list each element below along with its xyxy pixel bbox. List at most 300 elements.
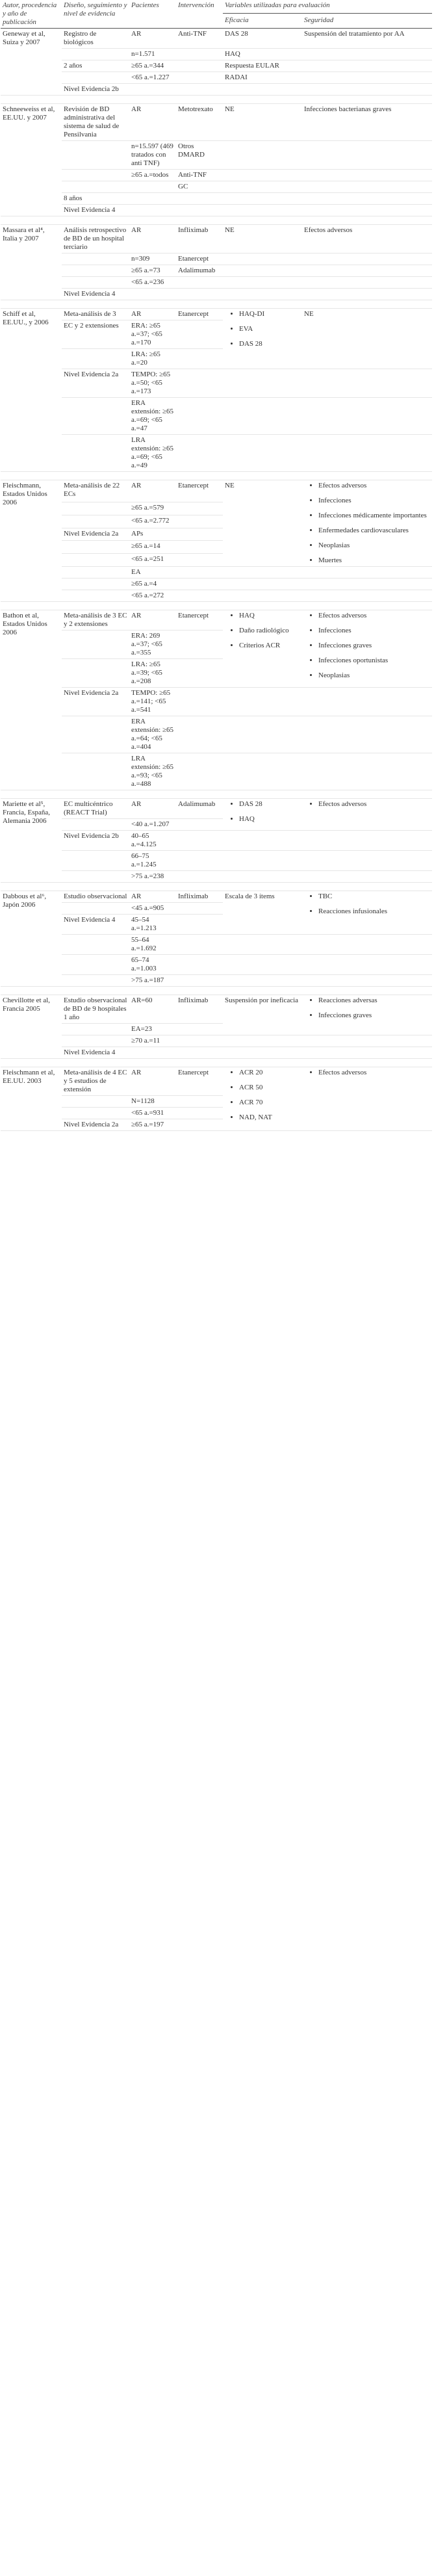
efficacy-cell xyxy=(223,1047,302,1059)
intervention-cell: Metotrexato xyxy=(176,104,223,141)
design-cell: 8 años xyxy=(62,193,129,205)
efficacy-cell xyxy=(223,289,302,300)
list-item: • Efectos adversos xyxy=(318,612,430,620)
safety-cell xyxy=(302,1035,432,1047)
efficacy-cell xyxy=(223,205,302,216)
safety-cell xyxy=(302,871,432,883)
table-body xyxy=(1,29,432,1131)
intervention-cell xyxy=(176,659,223,688)
patients-cell: ERA extensión: ≥65 a.=69; <65 a.=47 xyxy=(129,398,176,435)
patients-cell: ERA: ≥65 a.=37; <65 a.=170 xyxy=(129,320,176,349)
efficacy-cell xyxy=(223,935,302,955)
patients-cell: AR xyxy=(129,104,176,141)
intervention-cell xyxy=(176,688,223,716)
intervention-cell: Otros DMARD xyxy=(176,141,223,170)
header-safety: Seguridad xyxy=(302,13,432,28)
intervention-cell: Anti-TNF xyxy=(176,29,223,49)
efficacy-cell xyxy=(223,1035,302,1047)
list-item: • DAS 28 xyxy=(239,340,300,348)
patients-cell: ≥65 a.=344 xyxy=(129,60,176,72)
patients-cell xyxy=(129,205,176,216)
intervention-cell xyxy=(176,49,223,60)
efficacy-cell xyxy=(223,590,302,602)
patients-cell: <65 a.=931 xyxy=(129,1108,176,1119)
patients-cell: AR xyxy=(129,610,176,631)
table-row xyxy=(1,193,432,205)
intervention-cell xyxy=(176,871,223,883)
intervention-cell: Anti-TNF xyxy=(176,170,223,181)
intervention-cell xyxy=(176,1035,223,1047)
list-item: • DAS 28 xyxy=(239,800,300,809)
intervention-cell: Etanercept xyxy=(176,254,223,265)
design-cell xyxy=(62,277,129,289)
patients-cell: TEMPO: ≥65 a.=50; <65 a.=173 xyxy=(129,369,176,398)
design-cell xyxy=(62,716,129,753)
spacer-cell xyxy=(1,1059,432,1067)
table-row xyxy=(1,753,432,790)
list-item: • Infecciones xyxy=(318,627,430,635)
intervention-cell xyxy=(176,277,223,289)
efficacy-cell xyxy=(223,975,302,987)
author-cell: Schiff et al, EE.UU., y 2006 xyxy=(1,309,62,472)
list-item: • ACR 20 xyxy=(239,1069,300,1077)
list-item: • Enfermedades cardiovasculares xyxy=(318,527,430,535)
safety-cell xyxy=(302,141,432,170)
design-cell: Análisis retrospectivo de BD de un hospital terciario xyxy=(62,225,129,254)
safety-cell: Efectos adversos xyxy=(302,225,432,254)
safety-cell-list xyxy=(304,996,430,1020)
list-item: • Reacciones adversas xyxy=(318,996,430,1005)
safety-cell xyxy=(302,398,432,435)
intervention-cell: Infliximab xyxy=(176,995,223,1024)
table-row xyxy=(1,871,432,883)
safety-cell xyxy=(302,567,432,579)
efficacy-cell xyxy=(223,84,302,96)
patients-cell: AR xyxy=(129,309,176,320)
intervention-cell xyxy=(176,369,223,398)
intervention-cell xyxy=(176,72,223,84)
design-cell: Nivel Evidencia 2a xyxy=(62,369,129,398)
design-cell xyxy=(62,753,129,790)
list-item: • Infecciones graves xyxy=(318,1011,430,1020)
efficacy-cell: NE xyxy=(223,480,302,567)
intervention-cell xyxy=(176,903,223,915)
patients-cell: 65–74 a.=1.003 xyxy=(129,955,176,975)
spacer-row xyxy=(1,883,432,891)
patients-cell: >75 a.=238 xyxy=(129,871,176,883)
spacer-cell xyxy=(1,602,432,610)
spacer-cell xyxy=(1,300,432,309)
patients-cell xyxy=(129,181,176,193)
efficacy-cell xyxy=(223,567,302,579)
efficacy-cell xyxy=(223,181,302,193)
efficacy-cell-list xyxy=(225,800,300,824)
intervention-cell: Infliximab xyxy=(176,225,223,254)
patients-cell: n=15.597 (469 tratados con anti TNF) xyxy=(129,141,176,170)
efficacy-cell xyxy=(223,799,302,831)
intervention-cell xyxy=(176,84,223,96)
table-row xyxy=(1,265,432,277)
safety-cell xyxy=(302,851,432,871)
efficacy-cell xyxy=(223,254,302,265)
efficacy-cell xyxy=(223,309,302,369)
patients-cell: 55–64 a.=1.692 xyxy=(129,935,176,955)
safety-cell-list xyxy=(304,1069,430,1077)
design-cell xyxy=(62,554,129,567)
intervention-cell xyxy=(176,1024,223,1035)
intervention-cell: Etanercept xyxy=(176,610,223,631)
spacer-row xyxy=(1,96,432,104)
patients-cell: <45 a.=905 xyxy=(129,903,176,915)
efficacy-cell xyxy=(223,277,302,289)
patients-cell: ≥65 a.=14 xyxy=(129,541,176,554)
intervention-cell: Etanercept xyxy=(176,1067,223,1096)
header-author: Autor, procedencia y año de publicación xyxy=(1,0,62,29)
list-item: • Infecciones xyxy=(318,497,430,505)
efficacy-cell xyxy=(223,265,302,277)
table-row xyxy=(1,688,432,716)
design-cell xyxy=(62,398,129,435)
list-item: • Muertes xyxy=(318,556,430,565)
design-cell xyxy=(62,659,129,688)
intervention-cell xyxy=(176,435,223,472)
efficacy-cell xyxy=(223,610,302,688)
efficacy-cell xyxy=(223,579,302,590)
safety-cell xyxy=(302,254,432,265)
spacer-row xyxy=(1,987,432,995)
design-cell: Nivel Evidencia 4 xyxy=(62,205,129,216)
design-cell: Nivel Evidencia 4 xyxy=(62,289,129,300)
design-cell xyxy=(62,72,129,84)
patients-cell: AR xyxy=(129,1067,176,1096)
patients-cell: LRA extensión: ≥65 a.=93; <65 a.=488 xyxy=(129,753,176,790)
patients-cell xyxy=(129,289,176,300)
design-cell xyxy=(62,502,129,515)
design-cell: Nivel Evidencia 2b xyxy=(62,84,129,96)
design-cell: Nivel Evidencia 2b xyxy=(62,831,129,851)
table-row xyxy=(1,170,432,181)
efficacy-cell: Suspensión por ineficacia xyxy=(223,995,302,1035)
design-cell xyxy=(62,819,129,831)
intervention-cell xyxy=(176,1119,223,1131)
design-cell xyxy=(62,181,129,193)
safety-cell xyxy=(302,799,432,831)
intervention-cell xyxy=(176,915,223,935)
design-cell xyxy=(62,49,129,60)
table-row xyxy=(1,225,432,254)
design-cell xyxy=(62,955,129,975)
efficacy-cell xyxy=(223,435,302,472)
intervention-cell xyxy=(176,1096,223,1108)
header-patients: Pacientes xyxy=(129,0,176,29)
list-item: • Reacciones infusionales xyxy=(318,907,430,916)
design-cell: Meta-análisis de 3 EC y 2 extensiones xyxy=(62,610,129,631)
patients-cell: AR xyxy=(129,225,176,254)
list-item: • TBC xyxy=(318,892,430,901)
patients-cell: EA xyxy=(129,567,176,579)
patients-cell: ≥65 a.=73 xyxy=(129,265,176,277)
intervention-cell xyxy=(176,819,223,831)
spacer-row xyxy=(1,1059,432,1067)
patients-cell: LRA: ≥65 a.=39; <65 a.=208 xyxy=(129,659,176,688)
patients-cell xyxy=(129,193,176,205)
intervention-cell xyxy=(176,567,223,579)
author-cell: Bathon et al, Estados Unidos 2006 xyxy=(1,610,62,790)
design-cell xyxy=(62,975,129,987)
efficacy-cell xyxy=(223,1067,302,1131)
intervention-cell xyxy=(176,320,223,349)
intervention-cell xyxy=(176,205,223,216)
patients-cell xyxy=(129,84,176,96)
intervention-cell xyxy=(176,1108,223,1119)
patients-cell: AR xyxy=(129,480,176,502)
list-item: • HAQ xyxy=(239,815,300,824)
header-design: Diseño, seguimiento y nivel de evidencia xyxy=(62,0,129,29)
table-row xyxy=(1,205,432,216)
safety-cell xyxy=(302,205,432,216)
table-row xyxy=(1,289,432,300)
intervention-cell xyxy=(176,831,223,851)
list-item: • Daño radiológico xyxy=(239,627,300,635)
table-row xyxy=(1,1067,432,1096)
safety-cell-list xyxy=(304,800,430,809)
design-cell: Meta-análisis de 4 EC y 5 estudios de extensión xyxy=(62,1067,129,1096)
design-cell: Meta-análisis de 3 xyxy=(62,309,129,320)
spacer-row xyxy=(1,472,432,480)
table-row xyxy=(1,1047,432,1059)
patients-cell: AR xyxy=(129,891,176,903)
design-cell xyxy=(62,631,129,659)
safety-cell-list xyxy=(304,892,430,916)
safety-cell xyxy=(302,181,432,193)
safety-cell xyxy=(302,170,432,181)
table-row xyxy=(1,141,432,170)
table-row xyxy=(1,567,432,579)
header-efficacy: Eficacia xyxy=(223,13,302,28)
efficacy-cell: HAQ xyxy=(223,49,302,60)
spacer-row xyxy=(1,790,432,799)
table-row xyxy=(1,891,432,903)
safety-cell xyxy=(302,289,432,300)
safety-cell xyxy=(302,72,432,84)
safety-cell xyxy=(302,831,432,851)
safety-cell xyxy=(302,955,432,975)
table-row xyxy=(1,369,432,398)
safety-cell-list xyxy=(304,482,430,565)
design-cell: EC multicéntrico (REACT Trial) xyxy=(62,799,129,819)
design-cell xyxy=(62,254,129,265)
table-row xyxy=(1,480,432,502)
patients-cell: ≥65 a.=579 xyxy=(129,502,176,515)
efficacy-cell: NE xyxy=(223,104,302,141)
safety-cell xyxy=(302,193,432,205)
patients-cell: >75 a.=187 xyxy=(129,975,176,987)
efficacy-cell: Respuesta EULAR xyxy=(223,60,302,72)
design-cell xyxy=(62,1024,129,1035)
patients-cell: LRA extensión: ≥65 a.=69; <65 a.=49 xyxy=(129,435,176,472)
intervention-cell xyxy=(176,955,223,975)
spacer-cell xyxy=(1,216,432,225)
list-item: • Efectos adversos xyxy=(318,1069,430,1077)
intervention-cell xyxy=(176,289,223,300)
patients-cell: AR xyxy=(129,799,176,819)
intervention-cell xyxy=(176,590,223,602)
spacer-row xyxy=(1,602,432,610)
list-item: • HAQ xyxy=(239,612,300,620)
efficacy-cell xyxy=(223,141,302,170)
patients-cell: ≥70 a.=11 xyxy=(129,1035,176,1047)
safety-cell: Suspensión del tratamiento por AA xyxy=(302,29,432,49)
table-row xyxy=(1,1035,432,1047)
design-cell: Nivel Evidencia 2a xyxy=(62,528,129,541)
spacer-cell xyxy=(1,472,432,480)
patients-cell: EA=23 xyxy=(129,1024,176,1035)
design-cell xyxy=(62,349,129,369)
safety-cell xyxy=(302,610,432,688)
table-row xyxy=(1,799,432,819)
safety-cell xyxy=(302,995,432,1035)
table-row xyxy=(1,309,432,320)
spacer-cell xyxy=(1,883,432,891)
efficacy-cell xyxy=(223,369,302,398)
evidence-table-container xyxy=(0,0,434,1131)
design-cell: Nivel Evidencia 4 xyxy=(62,915,129,935)
patients-cell: ERA: 269 a.=37; <65 a.=355 xyxy=(129,631,176,659)
design-cell: Estudio observacional xyxy=(62,891,129,903)
safety-cell: NE xyxy=(302,309,432,369)
list-item: • EVA xyxy=(239,325,300,333)
evidence-table xyxy=(1,0,432,1131)
efficacy-cell xyxy=(223,955,302,975)
patients-cell: <65 a.=272 xyxy=(129,590,176,602)
intervention-cell xyxy=(176,60,223,72)
intervention-cell xyxy=(176,753,223,790)
list-item: • Efectos adversos xyxy=(318,800,430,809)
table-row xyxy=(1,104,432,141)
table-row xyxy=(1,995,432,1024)
patients-cell: N=1128 xyxy=(129,1096,176,1108)
design-cell xyxy=(62,871,129,883)
author-cell: Fleischmann, Estados Unidos 2006 xyxy=(1,480,62,602)
patients-cell: 40–65 a.=4.125 xyxy=(129,831,176,851)
safety-cell xyxy=(302,60,432,72)
patients-cell: ≥65 a.=todos xyxy=(129,170,176,181)
patients-cell: ≥65 a.=197 xyxy=(129,1119,176,1131)
design-cell: Nivel Evidencia 2a xyxy=(62,1119,129,1131)
safety-cell xyxy=(302,1067,432,1131)
safety-cell xyxy=(302,265,432,277)
list-item: • Infecciones médicamente importantes xyxy=(318,512,430,520)
intervention-cell xyxy=(176,398,223,435)
author-cell: Mariette et al⁵, Francia, España, Alemania 2006 xyxy=(1,799,62,883)
spacer-cell xyxy=(1,96,432,104)
safety-cell xyxy=(302,1047,432,1059)
efficacy-cell xyxy=(223,831,302,851)
intervention-cell xyxy=(176,1047,223,1059)
spacer-row xyxy=(1,300,432,309)
safety-cell xyxy=(302,891,432,935)
design-cell: Nivel Evidencia 4 xyxy=(62,1047,129,1059)
patients-cell: n=1.571 xyxy=(129,49,176,60)
list-item: • HAQ-DI xyxy=(239,310,300,319)
table-row xyxy=(1,590,432,602)
patients-cell: <40 a.=1.207 xyxy=(129,819,176,831)
safety-cell xyxy=(302,975,432,987)
table-row xyxy=(1,49,432,60)
list-item: • Infecciones oportunistas xyxy=(318,657,430,665)
efficacy-cell-list xyxy=(225,612,300,650)
patients-cell: ≥65 a.=4 xyxy=(129,579,176,590)
intervention-cell xyxy=(176,935,223,955)
table-row xyxy=(1,975,432,987)
efficacy-cell: NE xyxy=(223,225,302,254)
safety-cell: Infecciones bacterianas graves xyxy=(302,104,432,141)
efficacy-cell xyxy=(223,193,302,205)
safety-cell xyxy=(302,435,432,472)
table-row xyxy=(1,435,432,472)
header-variables: Variables utilizadas para evaluación xyxy=(223,0,432,13)
patients-cell: n=309 xyxy=(129,254,176,265)
table-row xyxy=(1,579,432,590)
efficacy-cell xyxy=(223,753,302,790)
design-cell xyxy=(62,265,129,277)
safety-cell xyxy=(302,590,432,602)
patients-cell: AR=60 xyxy=(129,995,176,1024)
author-cell: Massara et al⁴, Italia y 2007 xyxy=(1,225,62,300)
intervention-cell xyxy=(176,349,223,369)
safety-cell xyxy=(302,49,432,60)
design-cell: Meta-análisis de 22 ECs xyxy=(62,480,129,502)
patients-cell xyxy=(129,1047,176,1059)
intervention-cell xyxy=(176,528,223,541)
intervention-cell xyxy=(176,541,223,554)
table-row xyxy=(1,254,432,265)
author-cell: Schneeweiss et al, EE.UU. y 2007 xyxy=(1,104,62,216)
table-row xyxy=(1,851,432,871)
efficacy-cell-list xyxy=(225,1069,300,1122)
intervention-cell xyxy=(176,579,223,590)
patients-cell: TEMPO: ≥65 a.=141; <65 a.=541 xyxy=(129,688,176,716)
spacer-cell xyxy=(1,987,432,995)
list-item: • ACR 70 xyxy=(239,1099,300,1107)
design-cell xyxy=(62,435,129,472)
safety-cell xyxy=(302,277,432,289)
intervention-cell: GC xyxy=(176,181,223,193)
intervention-cell xyxy=(176,631,223,659)
safety-cell xyxy=(302,579,432,590)
list-item: • NAD, NAT xyxy=(239,1113,300,1122)
design-cell xyxy=(62,579,129,590)
safety-cell xyxy=(302,480,432,567)
intervention-cell xyxy=(176,716,223,753)
design-cell xyxy=(62,1108,129,1119)
author-cell: Geneway et al, Suiza y 2007 xyxy=(1,29,62,96)
efficacy-cell xyxy=(223,716,302,753)
table-row xyxy=(1,955,432,975)
design-cell xyxy=(62,141,129,170)
table-row xyxy=(1,60,432,72)
patients-cell: <65 a.=236 xyxy=(129,277,176,289)
patients-cell: <65 a.=1.227 xyxy=(129,72,176,84)
table-row xyxy=(1,610,432,631)
design-cell xyxy=(62,935,129,955)
patients-cell: <65 a.=2.772 xyxy=(129,515,176,528)
intervention-cell xyxy=(176,851,223,871)
design-cell xyxy=(62,541,129,554)
design-cell xyxy=(62,903,129,915)
efficacy-cell xyxy=(223,170,302,181)
efficacy-cell: RADAI xyxy=(223,72,302,84)
